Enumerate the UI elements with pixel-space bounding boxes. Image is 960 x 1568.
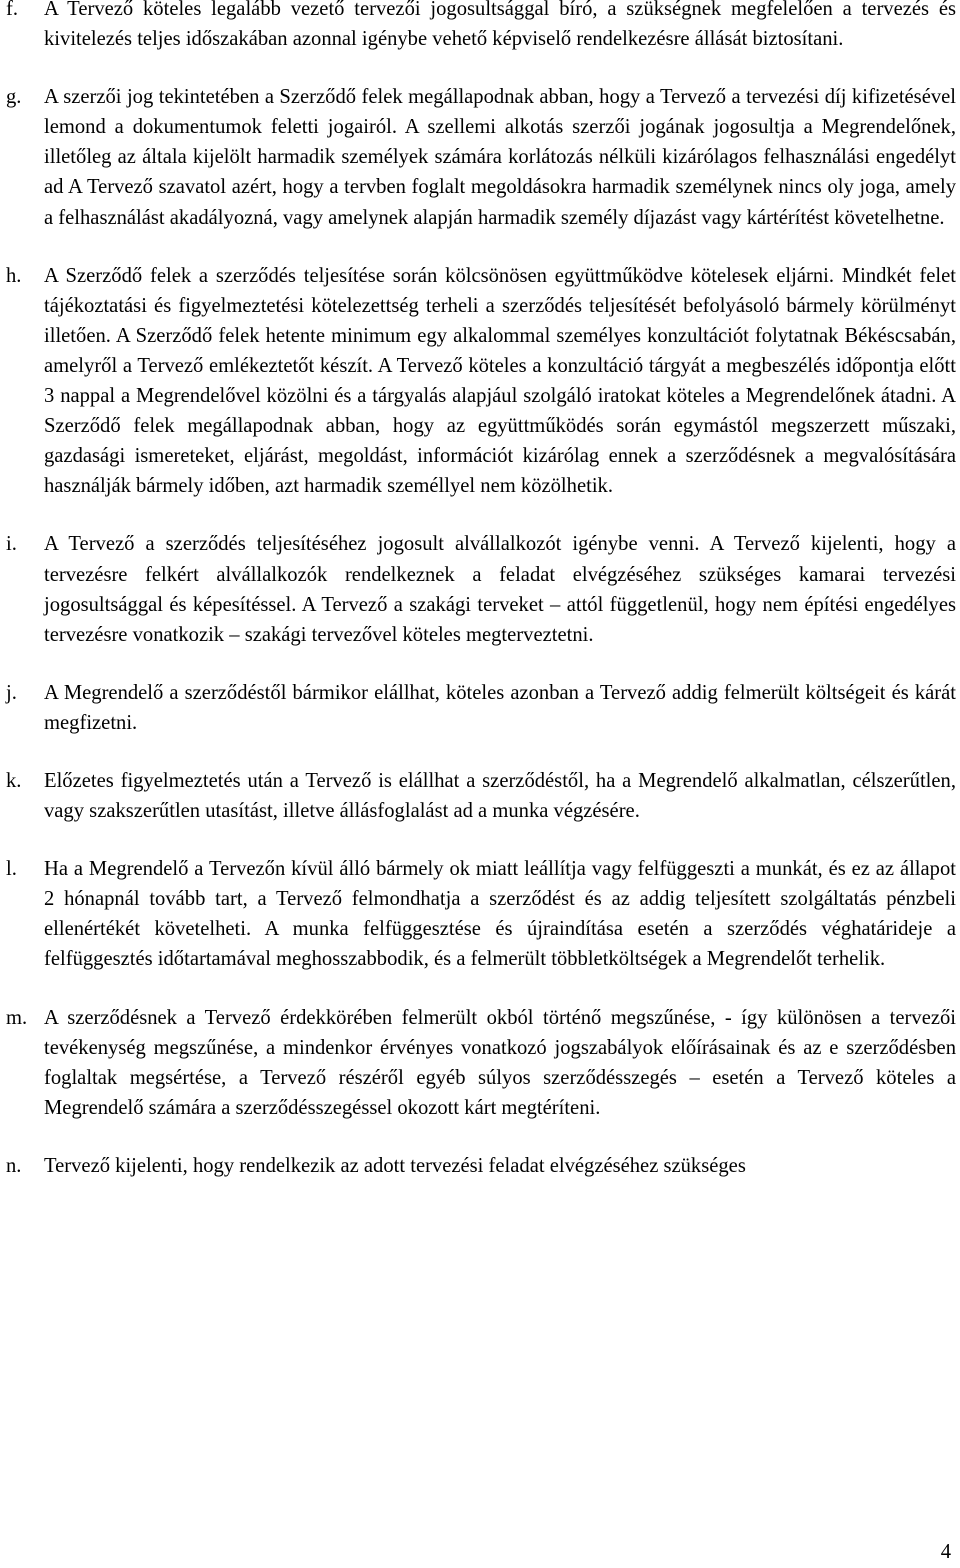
clause-l [6, 854, 956, 974]
clause-marker: k. [6, 769, 22, 792]
clause-marker: l. [6, 858, 17, 881]
clause-marker: f. [6, 0, 19, 20]
clause-f [6, 0, 956, 54]
clause-h [6, 261, 956, 502]
clause-g [6, 82, 956, 232]
clause-marker: h. [6, 264, 22, 287]
clause-text: Előzetes figyelmeztetés után a Tervező is elállhat a szerződéstől, ha a Megrendelő alkalmatlan, célszerűtlen, vagy szakszerűtlen utasítást, illetve állásfoglalást ad a munka végzésére. [44, 769, 956, 823]
clause-text: Tervező kijelenti, hogy rendelkezik az adott tervezési feladat elvégzéséhez szükséges [44, 1154, 746, 1177]
clause-text: A Tervező a szerződés teljesítéséhez jogosult alvállalkozót igénybe venni. A Tervező kijelenti, hogy a tervezésre felkért alvállalkozók rendelkeznek a feladat elvégzéséhez szükséges kamarai tervezési jogosultsággal és képesítéssel. A Tervező a szakági terveket – attól függetlenül, hogy nem építési engedélyes tervezésre vonatkozik – szakági tervezővel köteles megterveztetni. [44, 533, 956, 646]
clause-m [6, 1003, 956, 1123]
clause-k [6, 766, 956, 826]
clause-i [6, 529, 956, 649]
clause-marker: j. [6, 681, 17, 704]
clause-text: A Megrendelő a szerződéstől bármikor elállhat, köteles azonban a Tervező addig felmerült költségeit és kárát megfizetni. [44, 681, 956, 734]
clause-text: Ha a Megrendelő a Tervezőn kívül álló bármely ok miatt leállítja vagy felfüggeszti a munkát, és ez az állapot 2 hónapnál tovább tart, a Tervező felmondhatja a szerződést és az addig teljesített szolgáltatás pénzbeli ellenértékét követelheti. A munka felfüggesztése és újraindítása esetén a szerződés véghatárideje a felfüggesztés időtartamával meghosszabbodik, és a felmerült többletköltségek a Megrendelőt terhelik. [44, 858, 956, 971]
clause-marker: g. [6, 86, 22, 109]
clause-marker: m. [6, 1006, 28, 1029]
clause-text: A Szerződő felek a szerződés teljesítése során kölcsönösen együttműködve kötelesek eljárni. Mindkét felet tájékoztatási és figyelmeztetési kötelezettség terheli a szerződés teljesítését befolyásoló bármely körülményt illetően. A Szerződő felek hetente minimum egy alkalommal személyes konzultációt folytatnak Békéscsabán, amelyről a Tervező emlékeztetőt készít. A Tervező köteles a konzultáció tárgyát a megbeszélés időpontja előtt 3 nappal a Megrendelővel közölni és a tárgyalás alapjául szolgáló iratokat köteles a Megrendelőnek átadni. A Szerződő felek megállapodnak abban, hogy az együttműködés során egymástól megszerzett műszaki, gazdasági ismereteket, eljárást, megoldást, információt kizárólag ennek a szerződésnek a megvalósítására használják bármely időben, azt harmadik személlyel nem közölhetik. [44, 264, 956, 498]
clause-text: A szerződésnek a Tervező érdekkörében felmerült okból történő megszűnése, - így különösen a tervezői tevékenység megszűnése, a mindenkor érvényes vonatkozó jogszabályok előírásainak és az e szerződésben foglaltak megsértése, a Tervező részéről egyéb súlyos szerződésszegés – esetén a Tervező köteles a Megrendelő számára a szerződésszegéssel okozott kárt megtéríteni. [44, 1006, 956, 1119]
clause-j [6, 678, 956, 738]
clause-list [6, 0, 956, 1209]
clause-n [6, 1151, 956, 1181]
clause-marker: n. [6, 1154, 22, 1177]
clause-text: A Tervező köteles legalább vezető tervezői jogosultsággal bíró, a szükségnek megfelelően a tervezés és kivitelezés teljes időszakában azonnal igénybe vehető képviselő rendelkezésre állását biztosítani. [44, 0, 956, 51]
clause-text: A szerzői jog tekintetében a Szerződő felek megállapodnak abban, hogy a Tervező a tervezési díj kifizetésével lemond a dokumentumok feletti jogairól. A szellemi alkotás szerzői jogának jogosultja a Megrendelőnek, illetőleg az általa kijelölt harmadik személyek számára korlátozás nélküli kizárólagos felhasználási engedélyt ad A Tervező szavatol azért, hogy a tervben foglalt megoldásokra harmadik személynek nincs oly joga, amely a felhasználást akadályozná, vagy amelynek alapján harmadik személy díjazást vagy kártérítést követelhetne. [44, 86, 956, 229]
clause-marker: i. [6, 533, 17, 556]
page-number: 4 [940, 1541, 951, 1563]
